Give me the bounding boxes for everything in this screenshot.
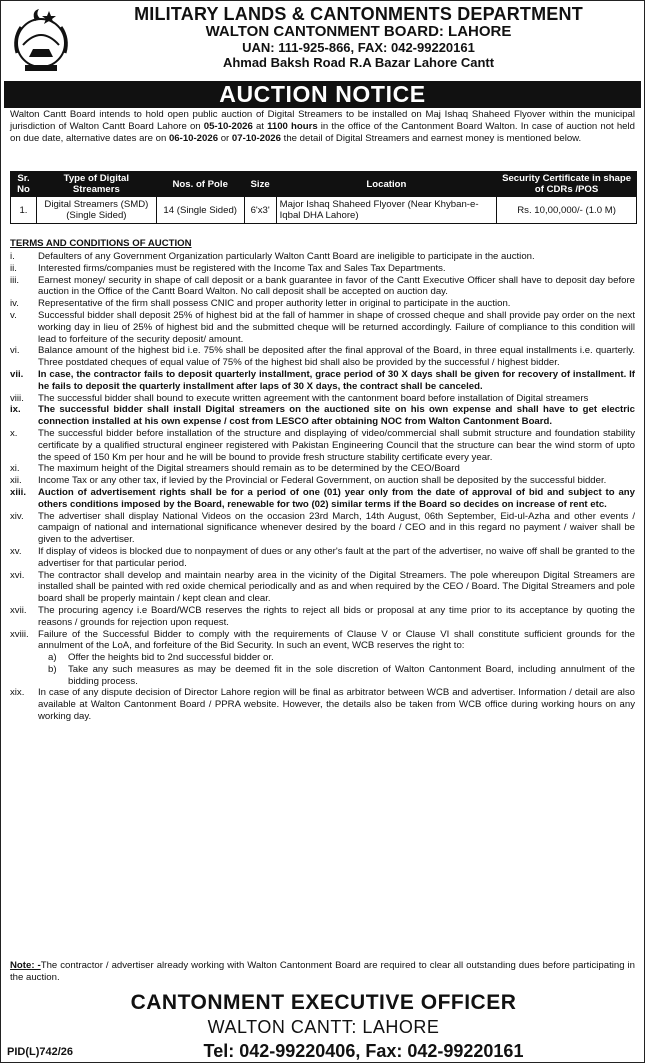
terms-list (10, 251, 635, 723)
notice-title: AUCTION NOTICE (4, 81, 641, 108)
table-row (11, 197, 637, 224)
terms-item-number: vii. (10, 368, 24, 380)
terms-item-text: Auction of advertisement rights shall be for a period of one (01) year only from the date of approval of bid and subject to any others conditions imposed by the Board, renewable for two (02) similar terms if the Board so decides on increase of rent etc. (38, 486, 635, 510)
terms-item (10, 463, 635, 475)
terms-subitem-label: a) (48, 652, 57, 664)
officer-title: CANTONMENT EXECUTIVE OFFICER (130, 991, 517, 1014)
terms-item-number: xi. (10, 463, 20, 475)
streamers-table (10, 171, 637, 224)
cell-sr: 1. (11, 197, 37, 224)
header (1, 1, 645, 81)
terms-item-text: The contractor shall develop and maintain nearby area in the vicinity of the Digital Streamers. The pole whereupon Digital Streamers are installed shall be painted with red oxide chemical periodically and as and when required by the CEO / Board. The Digital Streamers and pole board shall be properly maintain / kept clean and clear. (38, 569, 635, 605)
terms-item-number: xviii. (10, 628, 29, 640)
terms-item-number: xiv. (10, 510, 24, 522)
terms-subitem-label: b) (48, 663, 57, 675)
cantt-title: WALTON CANTT: LAHORE (207, 1017, 440, 1037)
alternative-date-1: 06-10-2026 (168, 133, 219, 144)
terms-item-text: The successful bidder before installation of the structure and displaying of video/commercial shall submit structure and foundation stability certificate by a qualified structural engineer registered with Pakistan Engineering Council that the structure can bear the wind storm of upto the speed of 150 Km per hour and he will be bound to provide fresh structure stability certificate every year. (38, 427, 635, 463)
terms-item-number: ix. (10, 404, 21, 416)
cell-size: 6'x3' (244, 197, 276, 224)
terms-item (10, 487, 635, 511)
terms-item (10, 263, 635, 275)
terms-item-text: Representative of the firm shall possess CNIC and proper authority letter in original to participate in the auction. (38, 298, 511, 310)
table-header: Security Certificate in shape of CDRs /POS (497, 172, 637, 197)
auction-time: 1100 hours (267, 121, 318, 132)
terms-item-number: v. (10, 309, 17, 321)
terms-item-number: i. (10, 251, 15, 262)
terms-item (10, 393, 635, 405)
terms-item (10, 687, 635, 722)
pid-code: PID(L)742/26 (7, 1046, 74, 1058)
cell-type: Digital Streamers (SMD) (Single Sided) (36, 197, 156, 224)
table-header: Type of Digital Streamers (36, 172, 156, 197)
terms-subitem (38, 664, 635, 688)
terms-item-number: xvi. (10, 569, 25, 581)
intro-paragraph: Walton Cantt Board intends to hold open public auction of Digital Streamers to be installed on Maj Ishaq Shaheed Flyover within the municipal jurisdiction of Walton Cantt Board Lahore on 05-10-2026 at 1100 hours in the office of the Cantonment Board Walton. In case of auction not held on due date, alternative dates are on 06-10-2026 or 07-10-2026 the detail of Digital Streamers and earnest money is mentioned below. (10, 109, 635, 144)
terms-subitem-text: Take any such measures as may be deemed fit in the sole discretion of Walton Cantonment Board, including annulment of the bidding process. (68, 663, 635, 687)
terms-item-text: Successful bidder shall deposit 25% of highest bid at the fall of hammer in shape of crossed cheque and shall provide pay order on the next working day in lieu of 25% of highest bid and the submitted cheque will be returned accordingly. Failure of compliance to this condition will lead to forfeiture of the security deposit/ amount. (38, 309, 635, 345)
terms-item (10, 629, 635, 688)
terms-item-text: In case of any dispute decision of Director Lahore region will be final as arbitrator between WCB and advertiser. Information / detail are also available at Walton Cantonment Board / PPRA website. However, the details also be taken from WCB office during working hours on any working day. (38, 687, 635, 723)
telephone-line: Tel: 042-99220406, Fax: 042-99220161 (203, 1041, 524, 1061)
terms-item (10, 298, 635, 310)
terms-item-number: xix. (10, 687, 25, 699)
table-header: Sr. No (11, 172, 37, 197)
cell-security: Rs. 10,00,000/- (1.0 M) (497, 197, 637, 224)
note-label: Note: - (10, 960, 41, 971)
terms-item-text: If display of videos is blocked due to nonpayment of dues or any other's fault at the part of the advertiser, no waive off shall be granted to the advertiser for that particular period. (38, 545, 635, 569)
terms-item (10, 428, 635, 463)
terms-item-text: The successful bidder shall install Digital streamers on the auctioned site on his own expense and shall have to get electric connection installed at his own expense / cost from LESCO after obtaining NOC from Walton Cantonment Board. (38, 404, 635, 428)
table-header: Nos. of Pole (156, 172, 244, 197)
table-header-row (11, 172, 637, 197)
terms-item (10, 511, 635, 546)
terms-item-number: vi. (10, 345, 20, 357)
terms-item-text: Failure of the Successful Bidder to comply with the requirements of Clause V or Clause VI shall constitute sufficient grounds for the annulment of the LoA, and forfeiture of the Bid Security. In such an event, WCB reserves the right to: (38, 628, 635, 652)
cell-poles: 14 (Single Sided) (156, 197, 244, 224)
terms-item-number: xiii. (10, 486, 26, 498)
terms-item-number: viii. (10, 392, 24, 404)
terms-item-text: Defaulters of any Government Organization particularly Walton Cantt Board are ineligible to participate in the auction. (38, 251, 535, 262)
terms-item-text: The successful bidder shall bound to execute written agreement with the cantonment board before installation of Digital streamers (38, 392, 589, 404)
terms-item (10, 605, 635, 629)
terms-item (10, 345, 635, 369)
terms-subitem (38, 652, 635, 664)
terms-item-text: Earnest money/ security in shape of call deposit or a bank guarantee in favor of the Cantt Executive Officer shall have to deposit day before auction in the Office of the Cantt Board Walton. No call deposit shall be accepted on auction day. (38, 274, 635, 298)
board-title: WALTON CANTONMENT BOARD: LAHORE (205, 23, 512, 40)
terms-item-number: x. (10, 427, 18, 439)
terms-item-number: iii. (10, 274, 20, 286)
terms-item (10, 275, 635, 299)
table-header: Size (244, 172, 276, 197)
department-title: MILITARY LANDS & CANTONMENTS DEPARTMENT (134, 4, 583, 24)
terms-item (10, 546, 635, 570)
terms-item-number: ii. (10, 262, 17, 274)
terms-item-text: In case, the contractor fails to deposit quarterly installment, grace period of 30 X days shall be given for recovery of installment. If he fails to deposit the quarterly installment after laps of 30 X days, the contract shall be canceled. (38, 368, 635, 392)
terms-subitem-text: Offer the heights bid to 2nd successful bidder or. (68, 652, 274, 664)
note (10, 960, 635, 984)
terms-item-text: The procuring agency i.e Board/WCB reserves the rights to reject all bids or proposal at any time prior to its acceptance by quoting the reasons / grounds for rejection upon request. (38, 604, 635, 628)
table-header: Location (276, 172, 497, 197)
terms-item (10, 404, 635, 428)
terms-item-text: Balance amount of the highest bid i.e. 75% shall be deposited after the final approval of the Board, in three equal installments i.e. quarterly. Three postdated cheques of equal value of 75% of the highest bid shall also be provided by the successful / highest bidder. (38, 345, 635, 369)
terms-item-text: Income Tax or any other tax, if levied by the Provincial or Federal Government, on auction shall be deposited by the successful bidder. (38, 475, 607, 487)
auction-date: 05-10-2026 (203, 121, 253, 132)
terms-item-number: xv. (10, 545, 22, 557)
terms-item-text: The advertiser shall display National Videos on the occasion 23rd March, 14th August, 06th September, Eid-ul-Azha and other events / campaign of national and international significance whenever desired by the board / CEO and in this regard no payment / waiver shall be given to the advertiser. (38, 510, 635, 546)
terms-item (10, 570, 635, 605)
terms-item-text: Interested firms/companies must be registered with the Income Tax and Sales Tax Departments. (38, 262, 446, 274)
terms-item-number: xvii. (10, 604, 27, 616)
cell-location: Major Ishaq Shaheed Flyover (Near Khyban-e-Iqbal DHA Lahore) (276, 197, 497, 224)
terms-item (10, 310, 635, 345)
terms-item (10, 369, 635, 393)
terms-item-number: iv. (10, 298, 19, 310)
terms-item-number: xii. (10, 475, 22, 487)
note-text: The contractor / advertiser already working with Walton Cantonment Board are required to clear all outstanding dues before participating in the auction. (10, 960, 636, 983)
address-line: Ahmad Baksh Road R.A Bazar Lahore Cantt (222, 55, 495, 70)
terms-title: TERMS AND CONDITIONS OF AUCTION (10, 238, 192, 249)
terms-item (10, 251, 635, 263)
terms-item (10, 475, 635, 487)
alternative-date-2: 07-10-2026 (231, 133, 281, 144)
government-emblem-icon (9, 5, 73, 75)
contact-line: UAN: 111-925-866, FAX: 042-99220161 (242, 40, 475, 55)
terms-item-text: The maximum height of the Digital streamers should remain as to be determined by the CEO/Board (38, 463, 460, 475)
